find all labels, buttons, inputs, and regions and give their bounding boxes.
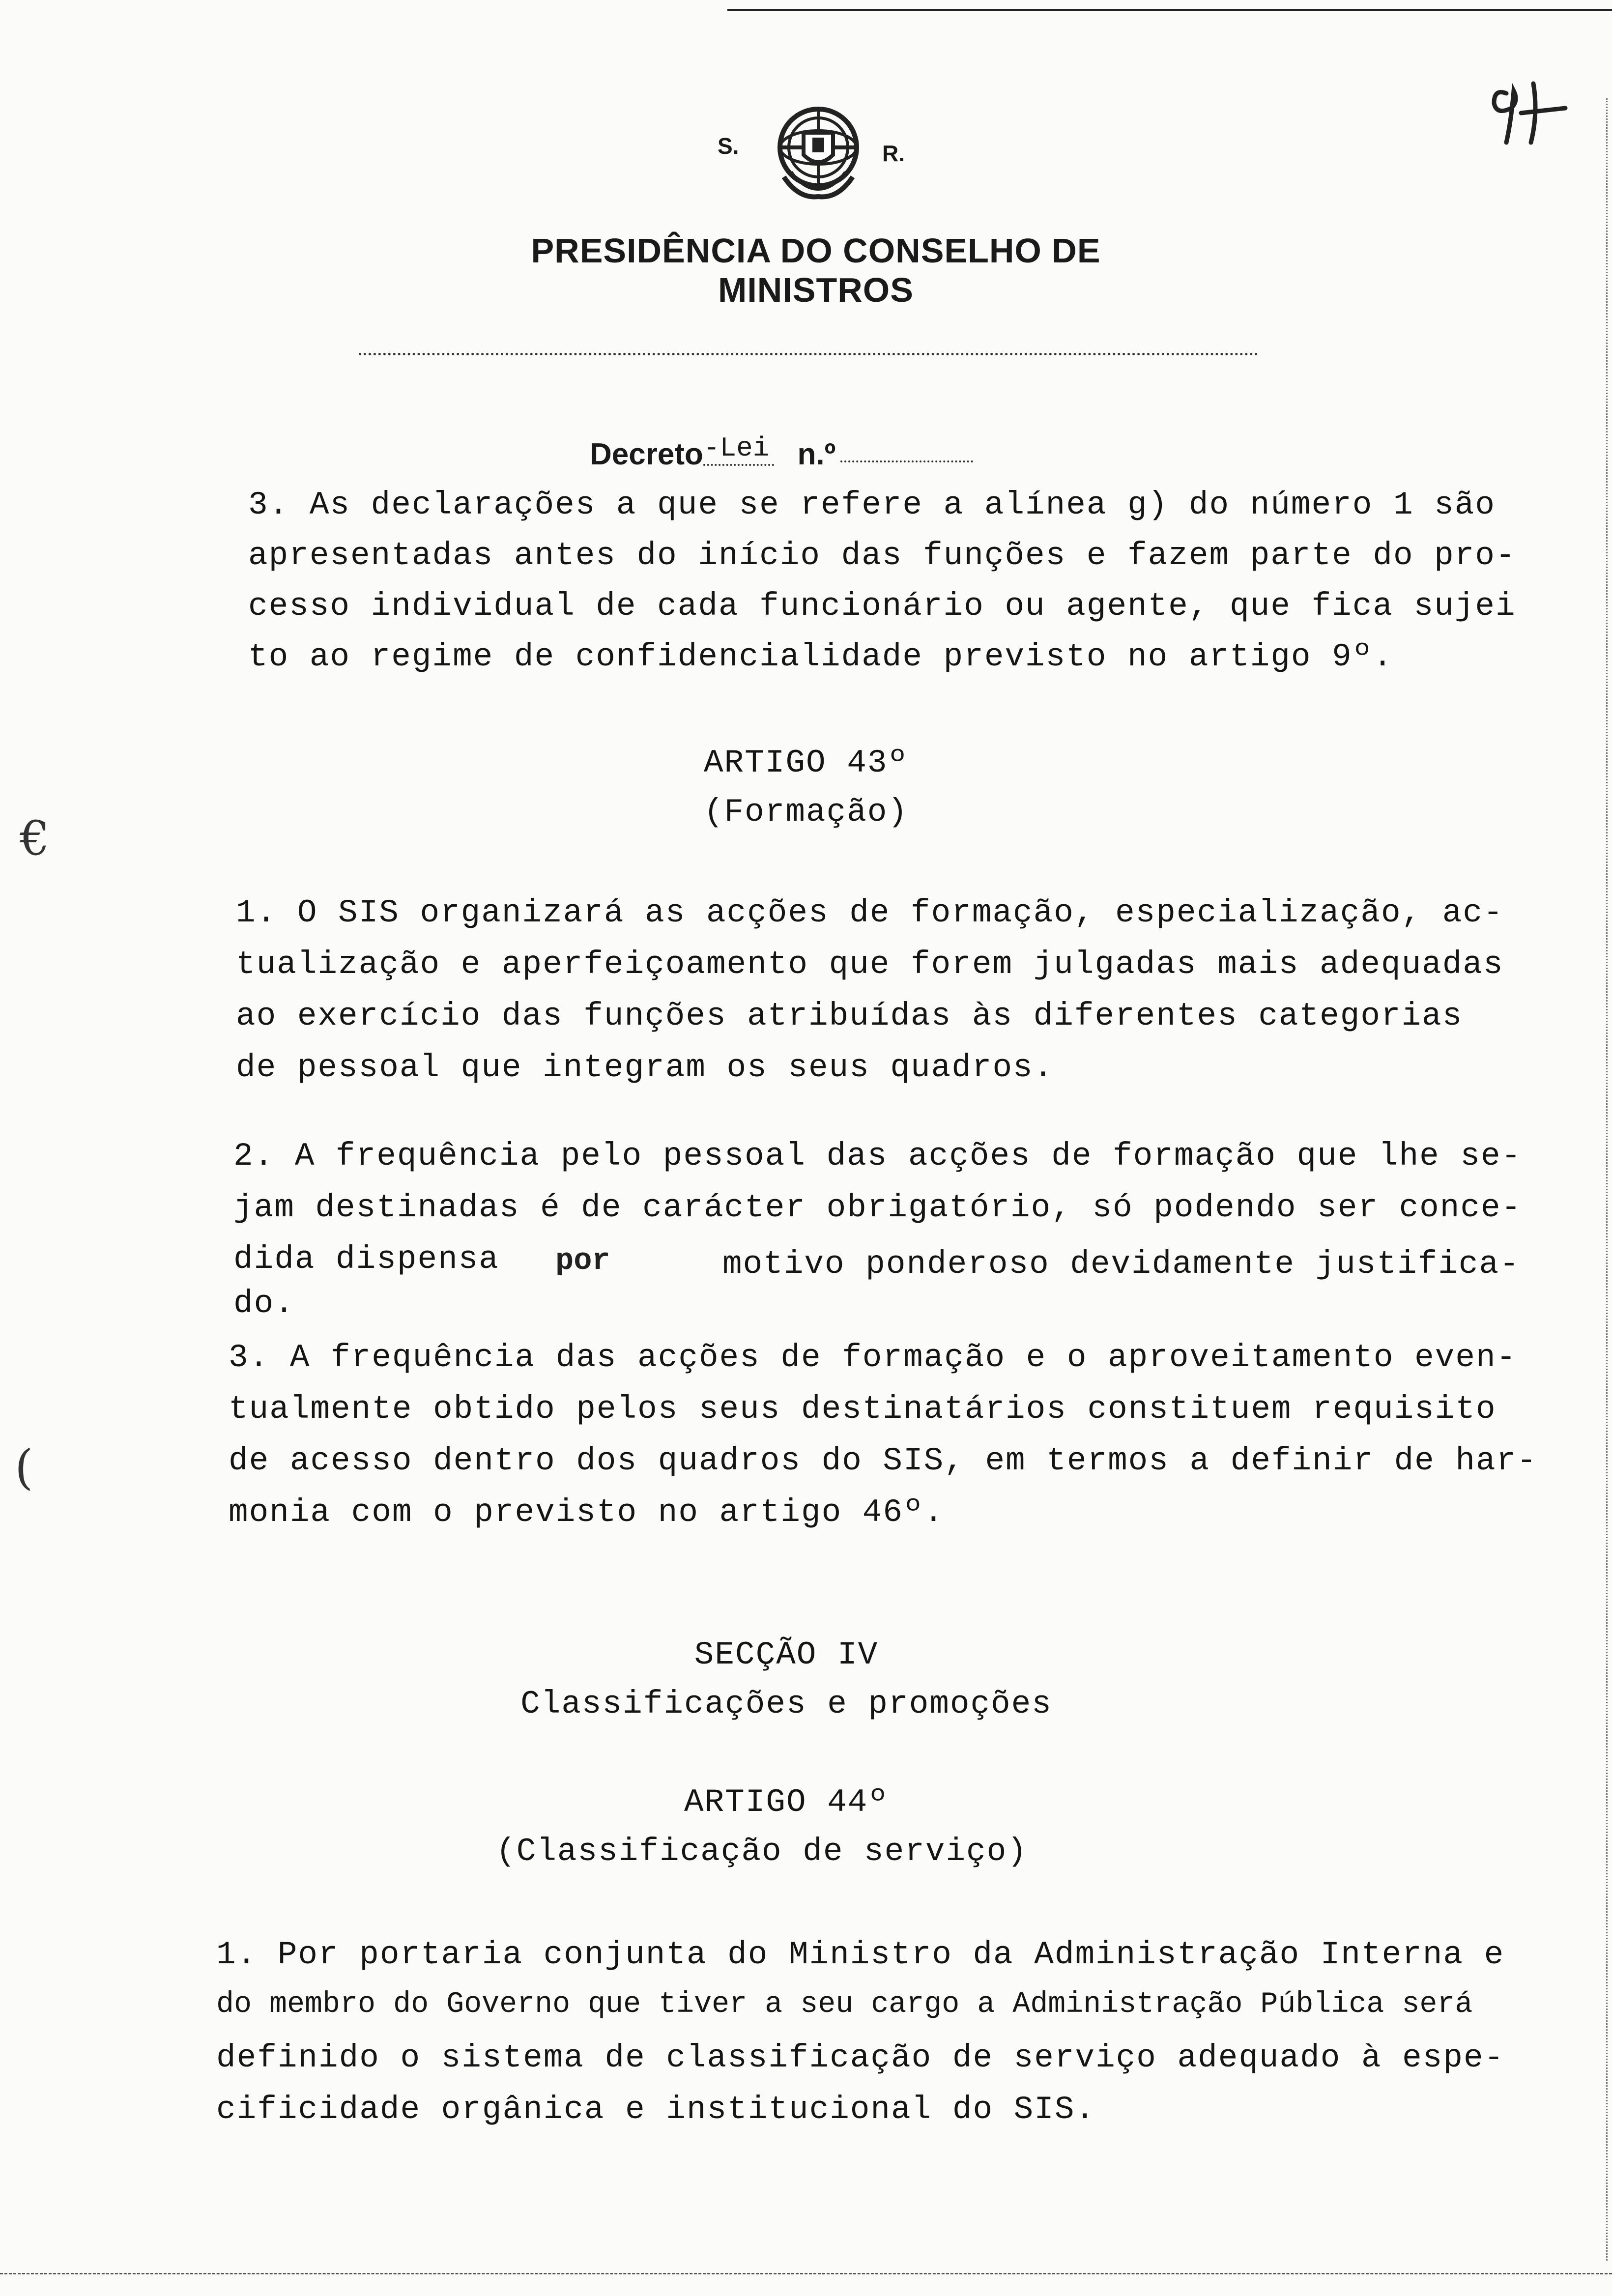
article-44-title: ARTIGO 44º (684, 1784, 889, 1821)
scan-border-right (1606, 98, 1608, 2261)
decree-number-blank (840, 460, 973, 462)
scan-border-top (727, 9, 1612, 11)
art43-p3-line-2: tualmente obtido pelos seus destinatários constituem requisito (229, 1391, 1497, 1428)
art43-p3-line-1: 3. A frequência das acções de formação e o aproveitamento even- (229, 1339, 1517, 1376)
art43-p2-inserted-word: por (555, 1243, 610, 1278)
handwritten-initial (1479, 74, 1578, 152)
p3-line-1: 3. As declarações a que se refere a alínea g) do número 1 são (248, 487, 1496, 523)
article-44-subtitle: (Classificação de serviço) (496, 1833, 1028, 1870)
art43-p2-line-4: do. (233, 1285, 295, 1322)
header-divider (359, 353, 1258, 355)
art43-p1-line-3: ao exercício das funções atribuídas às diferentes categorias (236, 998, 1463, 1034)
decree-suffix: -Lei (703, 432, 774, 466)
article-43-subtitle: (Formação) (703, 794, 909, 831)
decree-label: Decreto (590, 437, 703, 471)
p3-line-4: to ao regime de confidencialidade previsto no artigo 9º. (248, 638, 1393, 675)
art44-p1-line-2: do membro do Governo que tiver a seu cargo a Administração Pública será (216, 1988, 1473, 2021)
art43-p1-line-4: de pessoal que integram os seus quadros. (236, 1049, 1054, 1086)
p3-line-2: apresentadas antes do início das funções e fazem parte do pro- (248, 537, 1516, 574)
decree-heading (590, 432, 973, 472)
art43-p2-line-3a: dida dispensa (233, 1241, 499, 1278)
margin-bracket-mark: € (20, 811, 50, 866)
header-r-letter: R. (882, 141, 905, 166)
decree-number-label: n.º (797, 437, 836, 471)
article-43-title: ARTIGO 43º (703, 745, 909, 781)
p3-line-3: cesso individual de cada funcionário ou agente, que fica sujei (248, 588, 1516, 625)
art44-p1-line-3: definido o sistema de classificação de serviço adequado à espe- (216, 2039, 1505, 2076)
coat-of-arms-icon (769, 98, 867, 206)
art43-p3-line-4: monia com o previsto no artigo 46º. (229, 1494, 945, 1531)
section-iv-title: SECÇÃO IV (694, 1636, 879, 1673)
art43-p2-line-3b: motivo ponderoso devidamente justifica- (722, 1246, 1520, 1283)
section-iv-subtitle: Classificações e promoções (520, 1686, 1052, 1722)
art43-p1-line-2: tualização e aperfeiçoamento que forem julgadas mais adequadas (236, 946, 1504, 983)
header-s-letter: S. (718, 133, 739, 159)
art43-p3-line-3: de acesso dentro dos quadros do SIS, em termos a definir de har- (229, 1442, 1537, 1479)
institution-title: PRESIDÊNCIA DO CONSELHO DE MINISTROS (531, 231, 1101, 309)
art44-p1-line-1: 1. Por portaria conjunta do Ministro da Administração Interna e (216, 1936, 1505, 1973)
margin-paren-mark: ( (15, 1440, 33, 1495)
art44-p1-line-4: cificidade orgânica e institucional do SIS. (216, 2091, 1096, 2128)
art43-p1-line-1: 1. O SIS organizará as acções de formação, especialização, ac- (236, 894, 1504, 931)
scan-border-bottom (0, 2273, 1612, 2276)
art43-p2-line-1: 2. A frequência pelo pessoal das acções de formação que lhe se- (233, 1138, 1522, 1175)
art43-p2-line-2: jam destinadas é de carácter obrigatório, só podendo ser conce- (233, 1189, 1522, 1226)
